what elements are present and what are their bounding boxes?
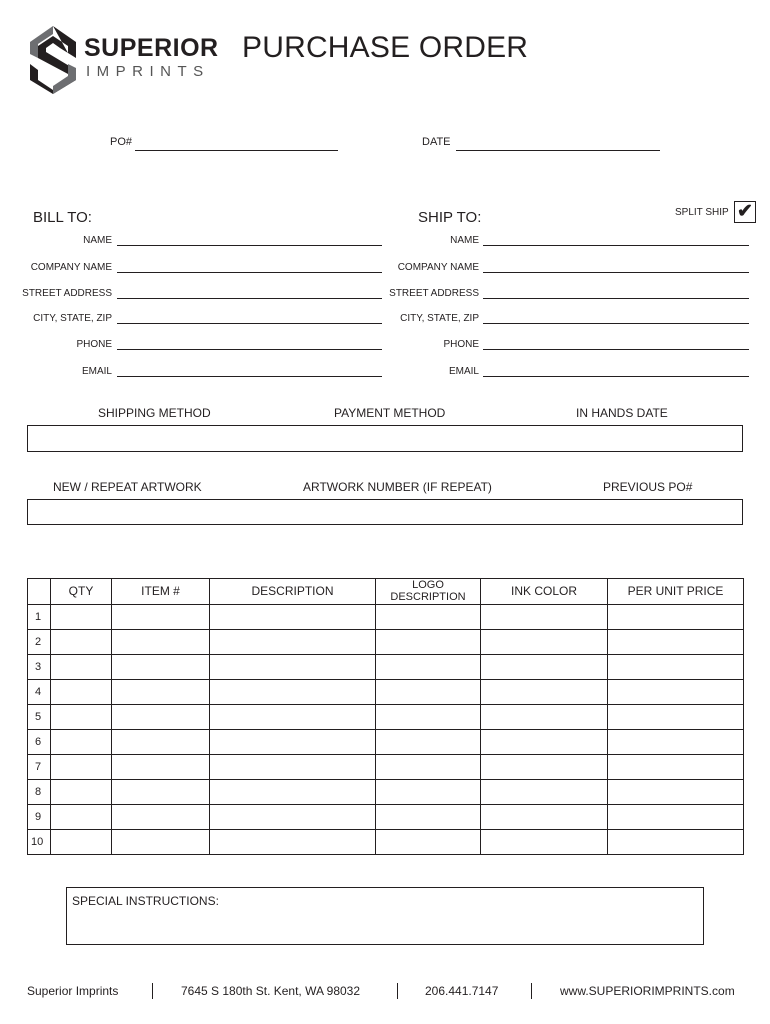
row-number: 10 <box>28 830 51 855</box>
description-cell[interactable] <box>210 605 376 630</box>
description-cell[interactable] <box>210 730 376 755</box>
ship-to-phone-label: PHONE <box>443 339 479 350</box>
row-number: 5 <box>28 705 51 730</box>
bill-to-phone-field[interactable] <box>117 349 382 350</box>
description-cell[interactable] <box>210 655 376 680</box>
table-row <box>28 705 744 730</box>
per-unit-price-cell[interactable] <box>608 705 744 730</box>
bill-to-phone-label: PHONE <box>76 339 112 350</box>
logo-description-cell[interactable] <box>376 705 481 730</box>
qty-cell[interactable] <box>51 755 112 780</box>
new-repeat-artwork-label: NEW / REPEAT ARTWORK <box>53 480 202 494</box>
item-number-cell[interactable] <box>112 655 210 680</box>
method-input-box[interactable] <box>27 425 743 452</box>
row-number: 9 <box>28 805 51 830</box>
split-ship-checkbox[interactable]: ✔ <box>734 201 756 223</box>
ink-color-cell[interactable] <box>481 805 608 830</box>
per-unit-price-cell[interactable] <box>608 755 744 780</box>
item-number-cell[interactable] <box>112 805 210 830</box>
footer-company-name: Superior Imprints <box>27 984 119 998</box>
ship-to-name-field[interactable] <box>483 245 749 246</box>
shipping-method-label: SHIPPING METHOD <box>98 406 211 420</box>
qty-cell[interactable] <box>51 805 112 830</box>
per-unit-price-cell[interactable] <box>608 605 744 630</box>
bill-to-name-field[interactable] <box>117 245 382 246</box>
ship-to-company-field[interactable] <box>483 272 749 273</box>
row-number: 8 <box>28 780 51 805</box>
column-header-per-unit-price: PER UNIT PRICE <box>608 579 744 605</box>
item-number-cell[interactable] <box>112 830 210 855</box>
footer-address: 7645 S 180th St. Kent, WA 98032 <box>181 984 361 998</box>
table-row <box>28 805 744 830</box>
item-number-cell[interactable] <box>112 630 210 655</box>
per-unit-price-cell[interactable] <box>608 730 744 755</box>
bill-to-city-label: CITY, STATE, ZIP <box>33 313 112 324</box>
bill-to-name-label: NAME <box>83 235 112 246</box>
logo-description-cell[interactable] <box>376 755 481 780</box>
line-items-table <box>27 578 744 855</box>
table-row <box>28 730 744 755</box>
ship-to-email-label: EMAIL <box>448 366 479 377</box>
column-header-description: DESCRIPTION <box>210 579 376 605</box>
ship-to-city-label: CITY, STATE, ZIP <box>400 313 479 324</box>
description-cell[interactable] <box>210 755 376 780</box>
table-row <box>28 830 744 855</box>
date-label: DATE <box>422 136 451 148</box>
column-header-logo-description: LOGO DESCRIPTION <box>376 579 481 605</box>
bill-to-email-label: EMAIL <box>81 366 112 377</box>
ink-color-cell[interactable] <box>481 605 608 630</box>
column-header-qty: QTY <box>51 579 112 605</box>
artwork-input-box[interactable] <box>27 499 743 525</box>
per-unit-price-cell[interactable] <box>608 630 744 655</box>
row-number: 1 <box>28 605 51 630</box>
ship-to-name-label: NAME <box>450 235 479 246</box>
company-logo-mark <box>28 24 78 96</box>
ship-to-phone-field[interactable] <box>483 349 749 350</box>
po-number-field[interactable] <box>135 150 338 151</box>
ink-color-cell[interactable] <box>481 830 608 855</box>
per-unit-price-cell[interactable] <box>608 780 744 805</box>
table-row <box>28 655 744 680</box>
description-cell[interactable] <box>210 705 376 730</box>
split-ship-label: SPLIT SHIP <box>675 207 729 218</box>
row-number: 4 <box>28 680 51 705</box>
table-row <box>28 605 744 630</box>
footer-phone: 206.441.7147 <box>425 984 499 998</box>
description-cell[interactable] <box>210 830 376 855</box>
ship-to-company-label: COMPANY NAME <box>397 262 479 273</box>
brand-name-imprints: IMPRINTS <box>86 63 210 80</box>
previous-po-label: PREVIOUS PO# <box>603 480 693 494</box>
bill-to-heading: BILL TO: <box>33 209 92 226</box>
ship-to-street-field[interactable] <box>483 298 749 299</box>
logo-description-cell[interactable] <box>376 655 481 680</box>
logo-description-cell[interactable] <box>376 780 481 805</box>
table-row <box>28 780 744 805</box>
po-number-label: PO# <box>110 136 133 148</box>
bill-to-street-field[interactable] <box>117 298 382 299</box>
ink-color-cell[interactable] <box>481 755 608 780</box>
document-title: PURCHASE ORDER <box>242 31 529 64</box>
date-field[interactable] <box>456 150 660 151</box>
per-unit-price-cell[interactable] <box>608 680 744 705</box>
ink-color-cell[interactable] <box>481 705 608 730</box>
footer-divider <box>531 983 532 999</box>
ink-color-cell[interactable] <box>481 630 608 655</box>
qty-cell[interactable] <box>51 655 112 680</box>
bill-to-city-field[interactable] <box>117 323 382 324</box>
ship-to-street-label: STREET ADDRESS <box>389 288 479 299</box>
qty-cell[interactable] <box>51 780 112 805</box>
payment-method-label: PAYMENT METHOD <box>334 406 446 420</box>
ink-color-cell[interactable] <box>481 680 608 705</box>
item-number-cell[interactable] <box>112 705 210 730</box>
table-row <box>28 630 744 655</box>
description-cell[interactable] <box>210 630 376 655</box>
row-number: 2 <box>28 630 51 655</box>
row-number: 3 <box>28 655 51 680</box>
ink-color-cell[interactable] <box>481 655 608 680</box>
qty-cell[interactable] <box>51 605 112 630</box>
per-unit-price-cell[interactable] <box>608 830 744 855</box>
logo-description-cell[interactable] <box>376 605 481 630</box>
bill-to-street-label: STREET ADDRESS <box>22 288 112 299</box>
logo-description-cell[interactable] <box>376 730 481 755</box>
artwork-number-label: ARTWORK NUMBER (IF REPEAT) <box>303 480 492 494</box>
ship-to-city-field[interactable] <box>483 323 749 324</box>
qty-cell[interactable] <box>51 730 112 755</box>
item-number-cell[interactable] <box>112 755 210 780</box>
row-number: 6 <box>28 730 51 755</box>
footer-divider <box>152 983 153 999</box>
item-number-cell[interactable] <box>112 605 210 630</box>
footer-divider <box>397 983 398 999</box>
logo-description-cell[interactable] <box>376 830 481 855</box>
table-row <box>28 755 744 780</box>
item-number-cell[interactable] <box>112 680 210 705</box>
description-cell[interactable] <box>210 680 376 705</box>
bill-to-email-field[interactable] <box>117 376 382 377</box>
row-number: 7 <box>28 755 51 780</box>
bill-to-company-field[interactable] <box>117 272 382 273</box>
ship-to-heading: SHIP TO: <box>418 209 482 226</box>
column-header-ink-color: INK COLOR <box>481 579 608 605</box>
bill-to-company-label: COMPANY NAME <box>30 262 112 273</box>
column-header-row-number <box>28 579 51 605</box>
logo-description-cell[interactable] <box>376 630 481 655</box>
brand-name-superior: SUPERIOR <box>84 34 219 62</box>
logo-description-cell[interactable] <box>376 805 481 830</box>
special-instructions-label: SPECIAL INSTRUCTIONS: <box>72 894 219 908</box>
table-row <box>28 680 744 705</box>
qty-cell[interactable] <box>51 630 112 655</box>
per-unit-price-cell[interactable] <box>608 805 744 830</box>
in-hands-date-label: IN HANDS DATE <box>576 406 668 420</box>
ink-color-cell[interactable] <box>481 780 608 805</box>
item-number-cell[interactable] <box>112 730 210 755</box>
table-header-row <box>28 579 744 605</box>
qty-cell[interactable] <box>51 680 112 705</box>
description-cell[interactable] <box>210 805 376 830</box>
item-number-cell[interactable] <box>112 780 210 805</box>
qty-cell[interactable] <box>51 830 112 855</box>
footer-website-link[interactable]: www.SUPERIORIMPRINTS.com <box>560 984 735 998</box>
description-cell[interactable] <box>210 780 376 805</box>
per-unit-price-cell[interactable] <box>608 655 744 680</box>
ink-color-cell[interactable] <box>481 730 608 755</box>
logo-description-cell[interactable] <box>376 680 481 705</box>
qty-cell[interactable] <box>51 705 112 730</box>
ship-to-email-field[interactable] <box>483 376 749 377</box>
column-header-item-number: ITEM # <box>112 579 210 605</box>
